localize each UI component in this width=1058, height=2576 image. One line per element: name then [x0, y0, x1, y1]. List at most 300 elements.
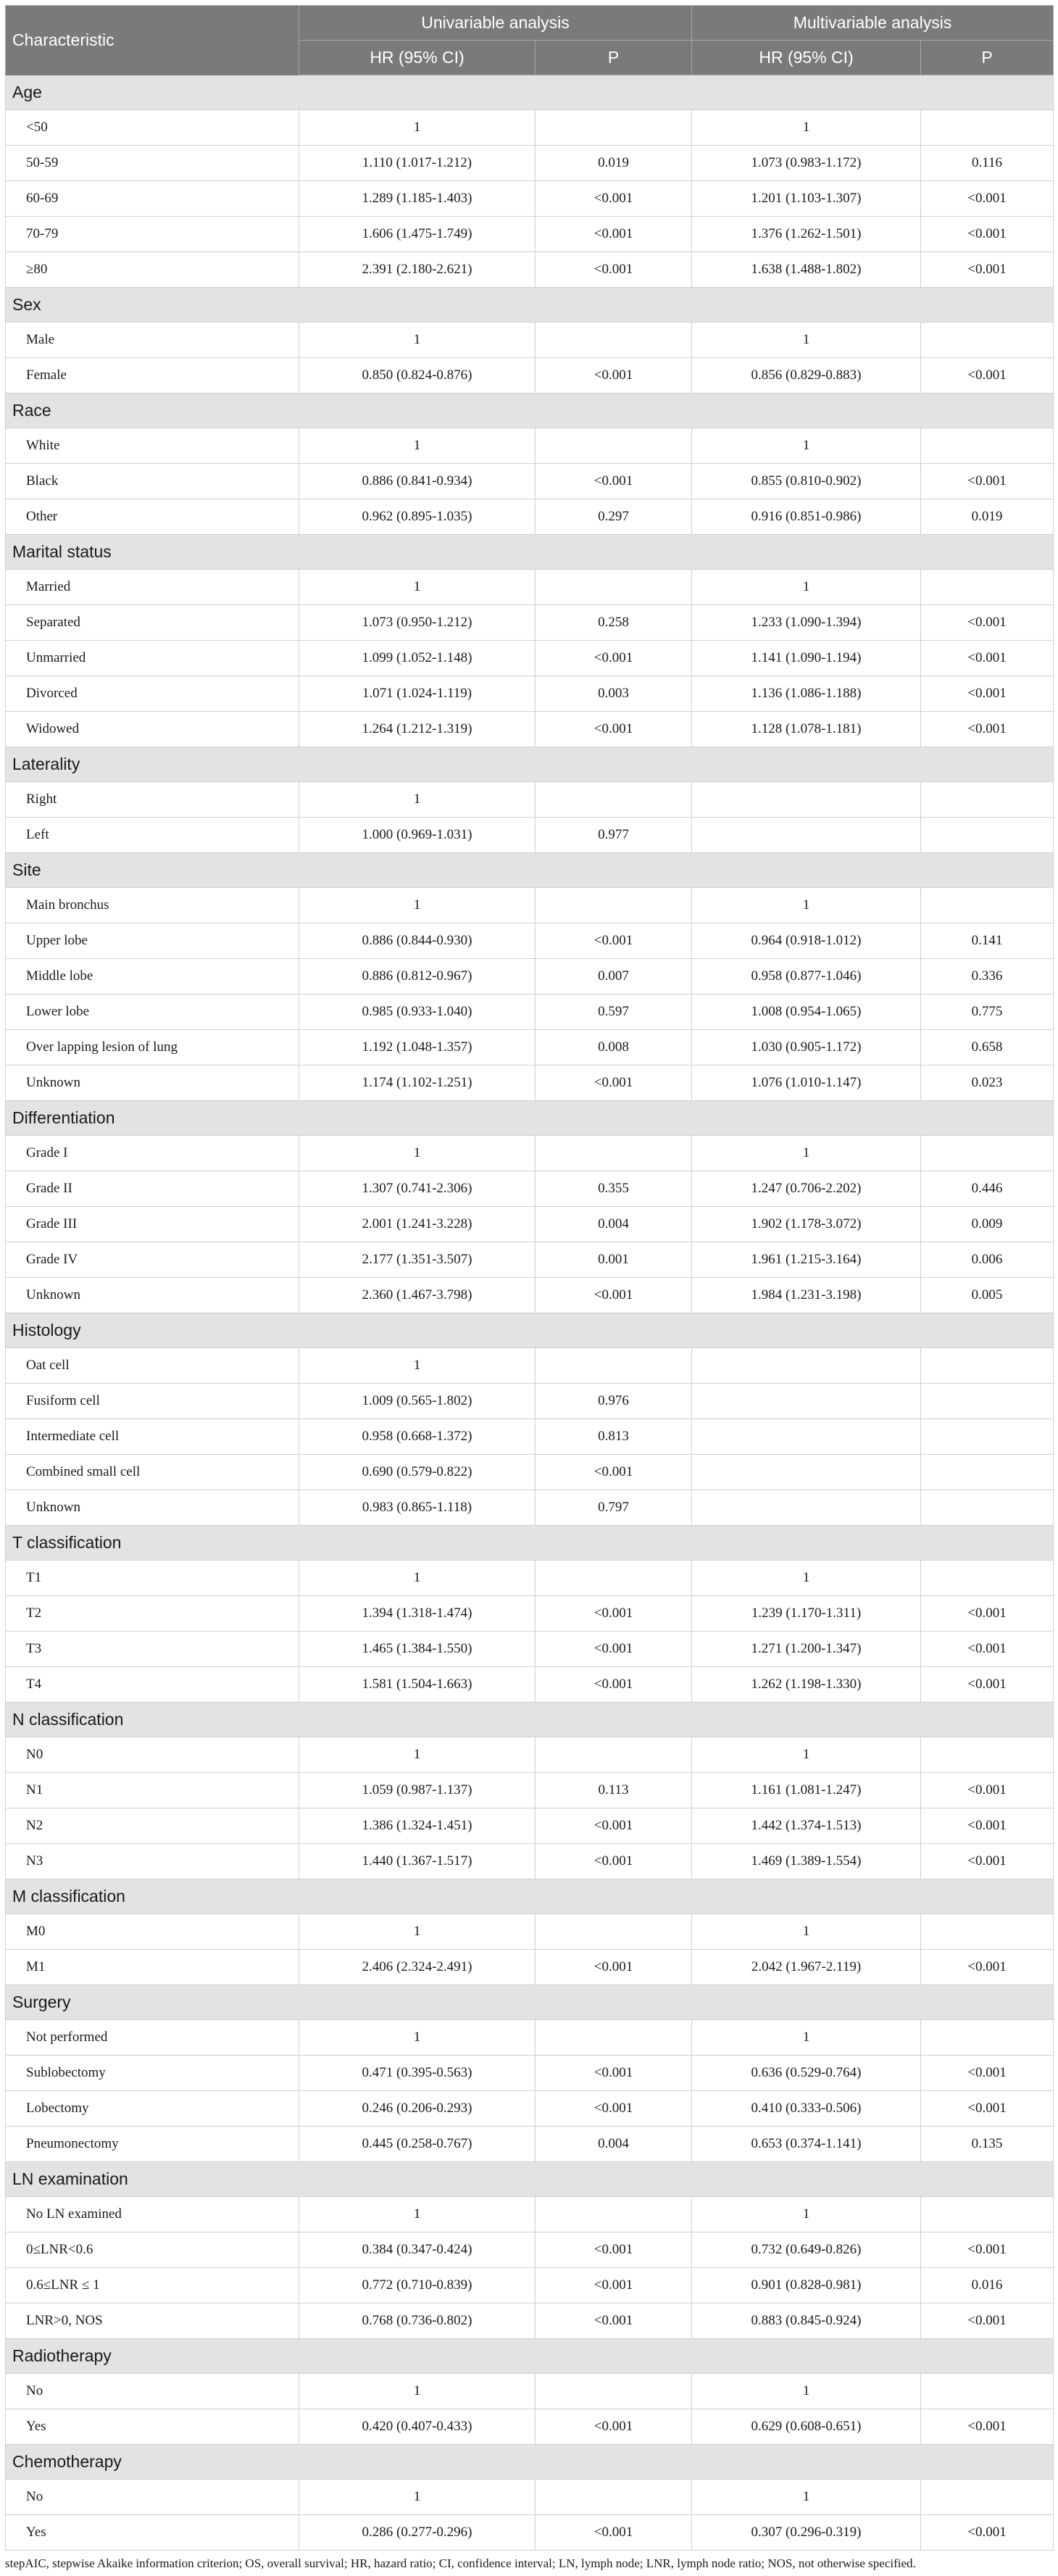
table-row — [6, 2091, 1054, 2127]
multi-p-cell: 0.016 — [921, 2268, 1054, 2303]
uni-p-cell: 0.813 — [536, 1419, 692, 1455]
multi-p-cell: <0.001 — [921, 217, 1054, 252]
uni-hr-cell: 1 — [299, 428, 536, 464]
uni-p-cell: 0.976 — [536, 1384, 692, 1419]
table-row — [6, 605, 1054, 641]
multi-hr-cell — [692, 1419, 921, 1455]
row-label: Male — [6, 323, 299, 358]
row-label: Grade II — [6, 1171, 299, 1207]
multi-p-cell — [921, 1348, 1054, 1384]
multi-hr-cell: 1.638 (1.488-1.802) — [692, 252, 921, 288]
multi-p-cell — [921, 2480, 1054, 2515]
row-label: N1 — [6, 1773, 299, 1808]
uni-p-cell: 0.004 — [536, 1207, 692, 1242]
multi-hr-cell: 1.239 (1.170-1.311) — [692, 1596, 921, 1632]
multi-hr-cell: 0.916 (0.851-0.986) — [692, 499, 921, 535]
table-row — [6, 712, 1054, 747]
multi-p-cell — [921, 570, 1054, 605]
table-row — [6, 1632, 1054, 1667]
multi-hr-cell: 1 — [692, 2197, 921, 2232]
multi-hr-cell: 0.629 (0.608-0.651) — [692, 2409, 921, 2445]
multi-p-cell: 0.658 — [921, 1030, 1054, 1065]
row-label: Lower lobe — [6, 994, 299, 1030]
multi-p-cell: 0.775 — [921, 994, 1054, 1030]
section-header-row — [6, 2445, 1054, 2480]
multi-p-cell — [921, 1136, 1054, 1171]
multi-hr-cell: 1 — [692, 2480, 921, 2515]
multi-p-cell: <0.001 — [921, 181, 1054, 217]
multi-hr-cell: 1 — [692, 2020, 921, 2056]
multi-hr-cell: 1.141 (1.090-1.194) — [692, 641, 921, 676]
table-row — [6, 1737, 1054, 1773]
table-row — [6, 1596, 1054, 1632]
multi-hr-cell: 1 — [692, 1737, 921, 1773]
row-label: Fusiform cell — [6, 1384, 299, 1419]
row-label: T1 — [6, 1561, 299, 1596]
table-row — [6, 888, 1054, 923]
row-label: ≥80 — [6, 252, 299, 288]
table-body — [6, 75, 1054, 2551]
section-title: Chemotherapy — [6, 2445, 1054, 2480]
section-title: Laterality — [6, 747, 1054, 782]
table-row — [6, 323, 1054, 358]
multi-hr-cell: 0.410 (0.333-0.506) — [692, 2091, 921, 2127]
row-label: Combined small cell — [6, 1455, 299, 1490]
multi-p-cell: <0.001 — [921, 2056, 1054, 2091]
row-label: Main bronchus — [6, 888, 299, 923]
uni-p-cell: <0.001 — [536, 181, 692, 217]
multi-p-cell: 0.005 — [921, 1278, 1054, 1313]
table-row — [6, 959, 1054, 994]
uni-hr-cell: 1 — [299, 1136, 536, 1171]
uni-hr-cell: 1.606 (1.475-1.749) — [299, 217, 536, 252]
multi-p-cell: <0.001 — [921, 1844, 1054, 1879]
multi-hr-cell — [692, 1348, 921, 1384]
uni-hr-cell: 2.391 (2.180-2.621) — [299, 252, 536, 288]
uni-p-cell: 0.004 — [536, 2127, 692, 2162]
table-row — [6, 2197, 1054, 2232]
uni-p-cell — [536, 1348, 692, 1384]
table-row — [6, 1384, 1054, 1419]
table-row — [6, 2056, 1054, 2091]
row-label: Grade IV — [6, 1242, 299, 1278]
row-label: Lobectomy — [6, 2091, 299, 2127]
multi-p-cell — [921, 1384, 1054, 1419]
uni-hr-cell: 2.001 (1.241-3.228) — [299, 1207, 536, 1242]
row-label: Grade I — [6, 1136, 299, 1171]
multi-p-cell: <0.001 — [921, 1596, 1054, 1632]
uni-p-cell: <0.001 — [536, 217, 692, 252]
section-title: LN examination — [6, 2162, 1054, 2197]
table-row — [6, 2127, 1054, 2162]
uni-hr-cell: 1.440 (1.367-1.517) — [299, 1844, 536, 1879]
uni-p-cell — [536, 428, 692, 464]
multi-hr-cell: 0.732 (0.649-0.826) — [692, 2232, 921, 2268]
multi-hr-cell: 1.442 (1.374-1.513) — [692, 1808, 921, 1844]
uni-hr-cell: 1 — [299, 1348, 536, 1384]
uni-hr-cell: 0.471 (0.395-0.563) — [299, 2056, 536, 2091]
uni-p-cell: 0.258 — [536, 605, 692, 641]
uni-p-cell: <0.001 — [536, 1596, 692, 1632]
uni-hr-cell: 1 — [299, 888, 536, 923]
cox-regression-table — [5, 5, 1054, 2551]
multi-p-cell — [921, 428, 1054, 464]
multi-p-cell: 0.023 — [921, 1065, 1054, 1101]
row-label: Unknown — [6, 1490, 299, 1526]
uni-hr-cell: 1.073 (0.950-1.212) — [299, 605, 536, 641]
uni-p-cell: <0.001 — [536, 252, 692, 288]
multi-hr-cell: 1.271 (1.200-1.347) — [692, 1632, 921, 1667]
multi-hr-cell: 1.469 (1.389-1.554) — [692, 1844, 921, 1879]
table-footnote: stepAIC, stepwise Akaike information criterion; OS, overall survival; HR, hazard ratio; CI, confidence interval; LN, lymph node; LNR, lymph node ratio; NOS, not otherwise specified. — [5, 2556, 916, 2570]
row-label: T2 — [6, 1596, 299, 1632]
multi-p-cell: <0.001 — [921, 712, 1054, 747]
multi-p-cell: 0.446 — [921, 1171, 1054, 1207]
uni-hr-cell: 0.246 (0.206-0.293) — [299, 2091, 536, 2127]
table-row — [6, 1914, 1054, 1950]
section-title: M classification — [6, 1879, 1054, 1914]
table-row — [6, 1242, 1054, 1278]
uni-p-cell: <0.001 — [536, 641, 692, 676]
multi-hr-cell — [692, 1490, 921, 1526]
table-row — [6, 570, 1054, 605]
uni-p-cell: <0.001 — [536, 2091, 692, 2127]
table-row — [6, 782, 1054, 818]
table-row — [6, 1844, 1054, 1879]
uni-p-cell: 0.977 — [536, 818, 692, 853]
row-label: Separated — [6, 605, 299, 641]
uni-hr-cell: 0.958 (0.668-1.372) — [299, 1419, 536, 1455]
multi-p-cell — [921, 1490, 1054, 1526]
multi-p-cell: 0.116 — [921, 146, 1054, 181]
row-label: Left — [6, 818, 299, 853]
row-label: Oat cell — [6, 1348, 299, 1384]
row-label: Other — [6, 499, 299, 535]
multi-hr-cell: 1 — [692, 323, 921, 358]
section-header-row — [6, 1313, 1054, 1348]
uni-p-cell: <0.001 — [536, 1950, 692, 1985]
uni-hr-cell: 0.886 (0.812-0.967) — [299, 959, 536, 994]
uni-p-cell: 0.597 — [536, 994, 692, 1030]
row-label: <50 — [6, 110, 299, 146]
uni-p-cell — [536, 110, 692, 146]
row-label: White — [6, 428, 299, 464]
section-title: T classification — [6, 1526, 1054, 1561]
uni-p-cell — [536, 2480, 692, 2515]
table-row — [6, 2020, 1054, 2056]
multi-p-cell: <0.001 — [921, 2515, 1054, 2551]
row-label: 60-69 — [6, 181, 299, 217]
multi-hr-cell: 1.161 (1.081-1.247) — [692, 1773, 921, 1808]
multi-p-cell: <0.001 — [921, 676, 1054, 712]
uni-hr-cell: 1.192 (1.048-1.357) — [299, 1030, 536, 1065]
row-label: No — [6, 2480, 299, 2515]
section-title: Histology — [6, 1313, 1054, 1348]
uni-p-cell: 0.019 — [536, 146, 692, 181]
section-header-row — [6, 1526, 1054, 1561]
multi-hr-cell: 1.233 (1.090-1.394) — [692, 605, 921, 641]
uni-hr-cell: 0.985 (0.933-1.040) — [299, 994, 536, 1030]
row-label: Unmarried — [6, 641, 299, 676]
uni-p-cell: <0.001 — [536, 1455, 692, 1490]
uni-hr-cell: 1.264 (1.212-1.319) — [299, 712, 536, 747]
multi-hr-cell: 1.247 (0.706-2.202) — [692, 1171, 921, 1207]
uni-hr-cell: 1.009 (0.565-1.802) — [299, 1384, 536, 1419]
table-row — [6, 1950, 1054, 1985]
uni-hr-cell: 1 — [299, 2374, 536, 2409]
multi-hr-cell: 1.030 (0.905-1.172) — [692, 1030, 921, 1065]
uni-p-cell: <0.001 — [536, 2268, 692, 2303]
section-title: Race — [6, 394, 1054, 428]
uni-p-cell: 0.001 — [536, 1242, 692, 1278]
multi-hr-cell: 1.128 (1.078-1.181) — [692, 712, 921, 747]
table-row — [6, 1490, 1054, 1526]
row-label: Upper lobe — [6, 923, 299, 959]
section-title: Radiotherapy — [6, 2339, 1054, 2374]
section-header-row — [6, 747, 1054, 782]
multi-hr-cell: 1.262 (1.198-1.330) — [692, 1667, 921, 1703]
multi-hr-cell — [692, 1384, 921, 1419]
uni-p-cell: 0.113 — [536, 1773, 692, 1808]
table-row — [6, 2515, 1054, 2551]
header-uni-hr: HR (95% CI) — [299, 41, 536, 75]
table-row — [6, 2303, 1054, 2339]
section-title: Sex — [6, 288, 1054, 323]
multi-hr-cell: 1 — [692, 2374, 921, 2409]
table-row — [6, 2232, 1054, 2268]
uni-hr-cell: 0.286 (0.277-0.296) — [299, 2515, 536, 2551]
section-header-row — [6, 288, 1054, 323]
multi-p-cell: 0.009 — [921, 1207, 1054, 1242]
row-label: LNR>0, NOS — [6, 2303, 299, 2339]
multi-hr-cell: 0.883 (0.845-0.924) — [692, 2303, 921, 2339]
row-label: Yes — [6, 2515, 299, 2551]
uni-hr-cell: 0.962 (0.895-1.035) — [299, 499, 536, 535]
multi-hr-cell: 0.855 (0.810-0.902) — [692, 464, 921, 499]
uni-p-cell — [536, 2197, 692, 2232]
row-label: Right — [6, 782, 299, 818]
uni-hr-cell: 1 — [299, 2197, 536, 2232]
uni-hr-cell: 1.071 (1.024-1.119) — [299, 676, 536, 712]
multi-hr-cell — [692, 782, 921, 818]
table-row — [6, 923, 1054, 959]
row-label: M0 — [6, 1914, 299, 1950]
uni-hr-cell: 1.000 (0.969-1.031) — [299, 818, 536, 853]
table-row — [6, 1667, 1054, 1703]
table-row — [6, 641, 1054, 676]
uni-hr-cell: 1.110 (1.017-1.212) — [299, 146, 536, 181]
multi-hr-cell: 1.961 (1.215-3.164) — [692, 1242, 921, 1278]
section-header-row — [6, 2339, 1054, 2374]
table-row — [6, 428, 1054, 464]
table-row — [6, 1065, 1054, 1101]
section-title: Age — [6, 75, 1054, 110]
multi-hr-cell: 1.076 (1.010-1.147) — [692, 1065, 921, 1101]
uni-hr-cell: 1.174 (1.102-1.251) — [299, 1065, 536, 1101]
table-row — [6, 1773, 1054, 1808]
row-label: Divorced — [6, 676, 299, 712]
uni-p-cell: 0.297 — [536, 499, 692, 535]
uni-p-cell: <0.001 — [536, 464, 692, 499]
row-label: Grade III — [6, 1207, 299, 1242]
row-label: Intermediate cell — [6, 1419, 299, 1455]
section-header-row — [6, 1985, 1054, 2020]
row-label: N3 — [6, 1844, 299, 1879]
uni-hr-cell: 0.768 (0.736-0.802) — [299, 2303, 536, 2339]
multi-hr-cell: 1.136 (1.086-1.188) — [692, 676, 921, 712]
uni-hr-cell: 1 — [299, 2020, 536, 2056]
row-label: Not performed — [6, 2020, 299, 2056]
table-row — [6, 2268, 1054, 2303]
section-header-row — [6, 853, 1054, 888]
multi-hr-cell: 2.042 (1.967-2.119) — [692, 1950, 921, 1985]
multi-p-cell — [921, 323, 1054, 358]
uni-p-cell — [536, 2020, 692, 2056]
uni-hr-cell: 0.850 (0.824-0.876) — [299, 358, 536, 394]
multi-p-cell — [921, 888, 1054, 923]
table-row — [6, 1171, 1054, 1207]
uni-hr-cell: 1.099 (1.052-1.148) — [299, 641, 536, 676]
table-row — [6, 2480, 1054, 2515]
uni-hr-cell: 0.886 (0.841-0.934) — [299, 464, 536, 499]
uni-p-cell — [536, 2374, 692, 2409]
table-row — [6, 676, 1054, 712]
multi-p-cell: <0.001 — [921, 252, 1054, 288]
table-row — [6, 1030, 1054, 1065]
section-title: Surgery — [6, 1985, 1054, 2020]
multi-p-cell — [921, 2374, 1054, 2409]
header-univariable: Univariable analysis — [299, 6, 692, 41]
row-label: N2 — [6, 1808, 299, 1844]
table-header — [6, 6, 1054, 75]
uni-p-cell — [536, 782, 692, 818]
multi-hr-cell: 1 — [692, 888, 921, 923]
table-row — [6, 1278, 1054, 1313]
row-label: Widowed — [6, 712, 299, 747]
uni-p-cell — [536, 1561, 692, 1596]
multi-p-cell: 0.006 — [921, 1242, 1054, 1278]
table-row — [6, 358, 1054, 394]
table-row — [6, 252, 1054, 288]
multi-p-cell: <0.001 — [921, 1808, 1054, 1844]
multi-p-cell: <0.001 — [921, 2232, 1054, 2268]
section-header-row — [6, 535, 1054, 570]
section-title: Site — [6, 853, 1054, 888]
uni-hr-cell: 1.307 (0.741-2.306) — [299, 1171, 536, 1207]
uni-p-cell — [536, 888, 692, 923]
row-label: Yes — [6, 2409, 299, 2445]
row-label: T3 — [6, 1632, 299, 1667]
uni-p-cell — [536, 570, 692, 605]
uni-p-cell: <0.001 — [536, 1632, 692, 1667]
uni-p-cell: <0.001 — [536, 1065, 692, 1101]
row-label: N0 — [6, 1737, 299, 1773]
row-label: T4 — [6, 1667, 299, 1703]
row-label: M1 — [6, 1950, 299, 1985]
table-row — [6, 1348, 1054, 1384]
results-table-container — [5, 5, 1053, 2551]
multi-hr-cell: 0.856 (0.829-0.883) — [692, 358, 921, 394]
multi-hr-cell: 0.653 (0.374-1.141) — [692, 2127, 921, 2162]
header-uni-p: P — [536, 41, 692, 75]
multi-p-cell — [921, 1419, 1054, 1455]
multi-p-cell: <0.001 — [921, 464, 1054, 499]
multi-p-cell: <0.001 — [921, 358, 1054, 394]
uni-hr-cell: 1.581 (1.504-1.663) — [299, 1667, 536, 1703]
uni-p-cell — [536, 1914, 692, 1950]
multi-hr-cell: 1.902 (1.178-3.072) — [692, 1207, 921, 1242]
uni-hr-cell: 1 — [299, 782, 536, 818]
uni-p-cell: 0.355 — [536, 1171, 692, 1207]
table-row — [6, 1808, 1054, 1844]
multi-hr-cell: 0.958 (0.877-1.046) — [692, 959, 921, 994]
uni-hr-cell: 1.386 (1.324-1.451) — [299, 1808, 536, 1844]
multi-p-cell: <0.001 — [921, 641, 1054, 676]
multi-p-cell — [921, 1914, 1054, 1950]
uni-hr-cell: 1 — [299, 1914, 536, 1950]
uni-p-cell: <0.001 — [536, 2303, 692, 2339]
multi-hr-cell: 0.307 (0.296-0.319) — [692, 2515, 921, 2551]
row-label: Married — [6, 570, 299, 605]
row-label: Sublobectomy — [6, 2056, 299, 2091]
table-row — [6, 110, 1054, 146]
multi-p-cell — [921, 1561, 1054, 1596]
uni-p-cell: <0.001 — [536, 358, 692, 394]
multi-hr-cell — [692, 818, 921, 853]
uni-p-cell: 0.003 — [536, 676, 692, 712]
table-row — [6, 146, 1054, 181]
table-row — [6, 994, 1054, 1030]
uni-hr-cell: 2.360 (1.467-3.798) — [299, 1278, 536, 1313]
uni-hr-cell: 2.406 (2.324-2.491) — [299, 1950, 536, 1985]
multi-hr-cell: 1 — [692, 570, 921, 605]
uni-p-cell: 0.797 — [536, 1490, 692, 1526]
row-label: No — [6, 2374, 299, 2409]
uni-p-cell: 0.008 — [536, 1030, 692, 1065]
uni-p-cell: <0.001 — [536, 1278, 692, 1313]
multi-hr-cell: 1 — [692, 1561, 921, 1596]
multi-hr-cell: 1.201 (1.103-1.307) — [692, 181, 921, 217]
table-row — [6, 217, 1054, 252]
row-label: 70-79 — [6, 217, 299, 252]
multi-hr-cell: 0.636 (0.529-0.764) — [692, 2056, 921, 2091]
row-label: Over lapping lesion of lung — [6, 1030, 299, 1065]
uni-hr-cell: 0.886 (0.844-0.930) — [299, 923, 536, 959]
uni-hr-cell: 1 — [299, 323, 536, 358]
uni-hr-cell: 1 — [299, 570, 536, 605]
uni-hr-cell: 1 — [299, 1737, 536, 1773]
section-title: Differentiation — [6, 1101, 1054, 1136]
uni-p-cell: <0.001 — [536, 2409, 692, 2445]
multi-p-cell — [921, 1455, 1054, 1490]
table-row — [6, 499, 1054, 535]
multi-p-cell: <0.001 — [921, 2091, 1054, 2127]
row-label: 50-59 — [6, 146, 299, 181]
multi-p-cell: 0.336 — [921, 959, 1054, 994]
section-header-row — [6, 75, 1054, 110]
uni-p-cell: <0.001 — [536, 923, 692, 959]
multi-p-cell — [921, 782, 1054, 818]
table-row — [6, 1207, 1054, 1242]
multi-p-cell: 0.135 — [921, 2127, 1054, 2162]
multi-p-cell — [921, 110, 1054, 146]
table-row — [6, 464, 1054, 499]
row-label: 0≤LNR<0.6 — [6, 2232, 299, 2268]
multi-p-cell: <0.001 — [921, 1632, 1054, 1667]
multi-hr-cell: 1.984 (1.231-3.198) — [692, 1278, 921, 1313]
header-multivariable: Multivariable analysis — [692, 6, 1054, 41]
uni-hr-cell: 1 — [299, 1561, 536, 1596]
